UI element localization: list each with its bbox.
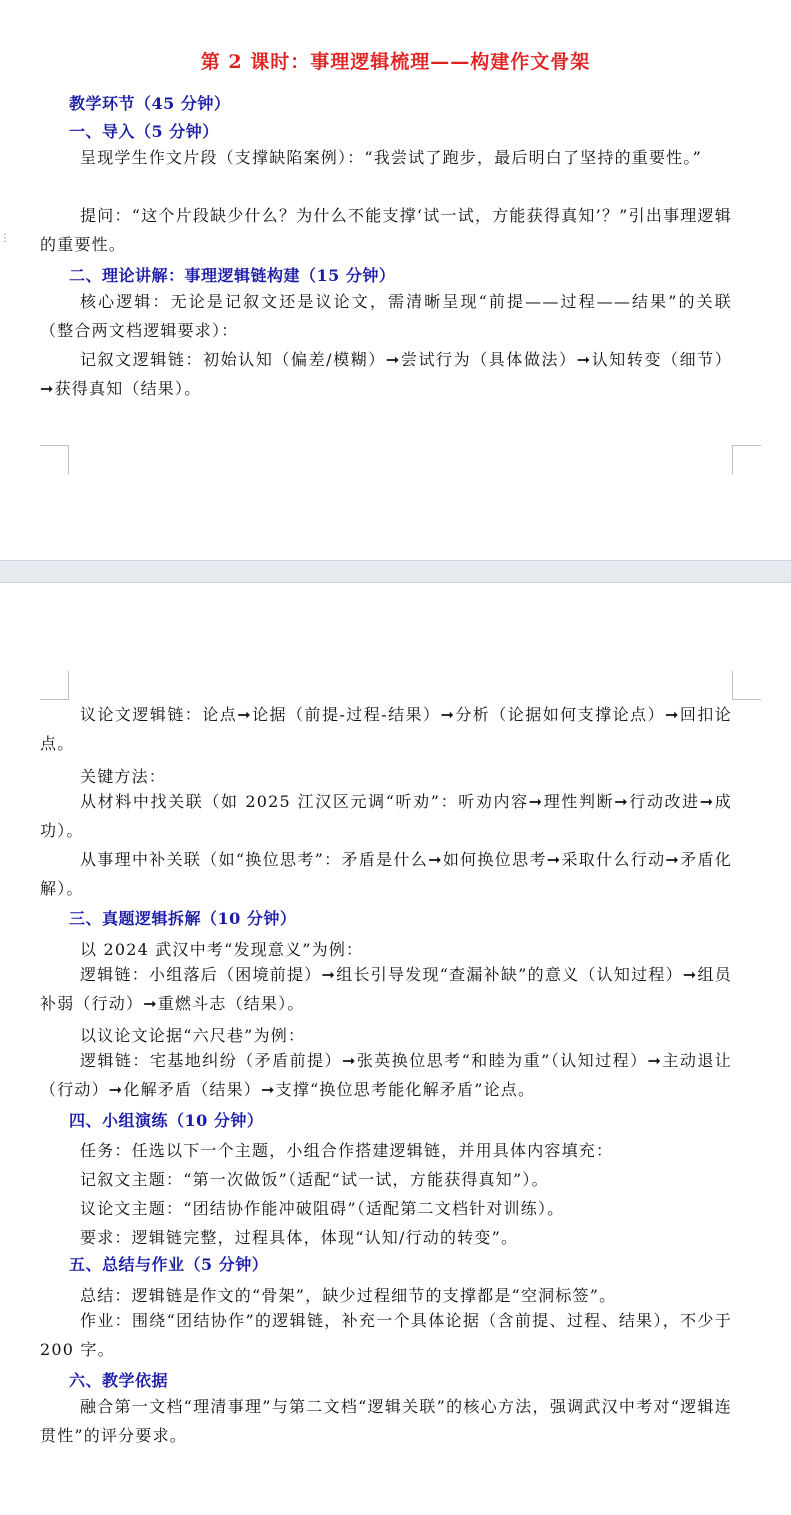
page-corner-mark [40, 671, 69, 700]
section-3-paragraph-1: 以 2024 武汉中考“发现意义”为例： [80, 940, 364, 959]
section-5-paragraph-2: 作业：围绕“团结协作”的逻辑链，补充一个具体论据（含前提、过程、结果），不少于 200 字。 [40, 1311, 732, 1359]
section-2-paragraph-2: 记叙文逻辑链：初始认知（偏差/模糊）➞尝试行为（具体做法）➞认知转变（细节）➞获得真知（结果）。 [40, 350, 732, 398]
section-1-heading: 一、导入（5 分钟） [69, 122, 219, 141]
document-page-1 [0, 0, 791, 560]
page-corner-mark [40, 445, 69, 474]
section-3-paragraph-2: 逻辑链：小组落后（困境前提）➞组长引导发现“查漏补缺”的意义（认知过程）➞组员补弱（行动）➞重燃斗志（结果）。 [40, 965, 732, 1013]
section-2-paragraph-1: 核心逻辑：无论是记叙文还是议论文，需清晰呈现“前提——过程——结果”的关联（整合两文档逻辑要求）： [40, 292, 732, 340]
document-page-2 [0, 583, 791, 1515]
section-2-paragraph-6: 从事理中补关联（如“换位思考”：矛盾是什么➞如何换位思考➞采取什么行动➞矛盾化解）。 [40, 850, 732, 898]
section-4-paragraph-3: 议论文主题：“团结协作能冲破阻碍”（适配第二文档针对训练）。 [80, 1199, 565, 1218]
section-1-paragraph-2: 提问：“这个片段缺少什么？为什么不能支撑‘试一试，方能获得真知’？”引出事理逻辑的重要性。 [40, 206, 732, 254]
section-6-paragraph-1: 融合第一文档“理清事理”与第二文档“逻辑关联”的核心方法，强调武汉中考对“逻辑连贯性”的评分要求。 [40, 1397, 732, 1445]
page-corner-mark [732, 445, 761, 474]
section-4-paragraph-4: 要求：逻辑链完整，过程具体，体现“认知/行动的转变”。 [80, 1228, 519, 1247]
section-4-heading: 四、小组演练（10 分钟） [69, 1111, 264, 1130]
page-corner-mark [732, 671, 761, 700]
section-3-paragraph-4: 逻辑链：宅基地纠纷（矛盾前提）➞张英换位思考“和睦为重”（认知过程）➞主动退让（行动）➞化解矛盾（结果）➞支撑“换位思考能化解矛盾”论点。 [40, 1051, 732, 1099]
section-1-paragraph-1: 呈现学生作文片段（支撑缺陷案例）：“我尝试了跑步，最后明白了坚持的重要性。” [80, 148, 702, 167]
section-total-heading: 教学环节（45 分钟） [69, 94, 231, 113]
section-4-paragraph-1: 任务：任选以下一个主题，小组合作搭建逻辑链，并用具体内容填充： [80, 1141, 614, 1160]
page-separator [0, 560, 791, 583]
section-4-paragraph-2: 记叙文主题：“第一次做饭”（适配“试一试，方能获得真知”）。 [80, 1170, 549, 1189]
section-6-heading: 六、教学依据 [69, 1371, 169, 1390]
document-title: 第 2 课时：事理逻辑梳理——构建作文骨架 [200, 51, 591, 73]
section-3-heading: 三、真题逻辑拆解（10 分钟） [69, 909, 297, 928]
margin-marker: ⋮ [0, 233, 10, 244]
section-5-heading: 五、总结与作业（5 分钟） [69, 1255, 269, 1274]
section-2-paragraph-3: 议论文逻辑链：论点➞论据（前提-过程-结果）➞分析（论据如何支撑论点）➞回扣论点。 [40, 705, 732, 753]
section-2-heading: 二、理论讲解：事理逻辑链构建（15 分钟） [69, 266, 396, 285]
section-5-paragraph-1: 总结：逻辑链是作文的“骨架”，缺少过程细节的支撑都是“空洞标签”。 [80, 1286, 617, 1305]
section-2-paragraph-5: 从材料中找关联（如 2025 江汉区元调“听劝”：听劝内容➞理性判断➞行动改进➞成功）。 [40, 792, 732, 840]
section-2-paragraph-4: 关键方法： [80, 767, 167, 786]
section-3-paragraph-3: 以议论文论据“六尺巷”为例： [80, 1026, 306, 1045]
